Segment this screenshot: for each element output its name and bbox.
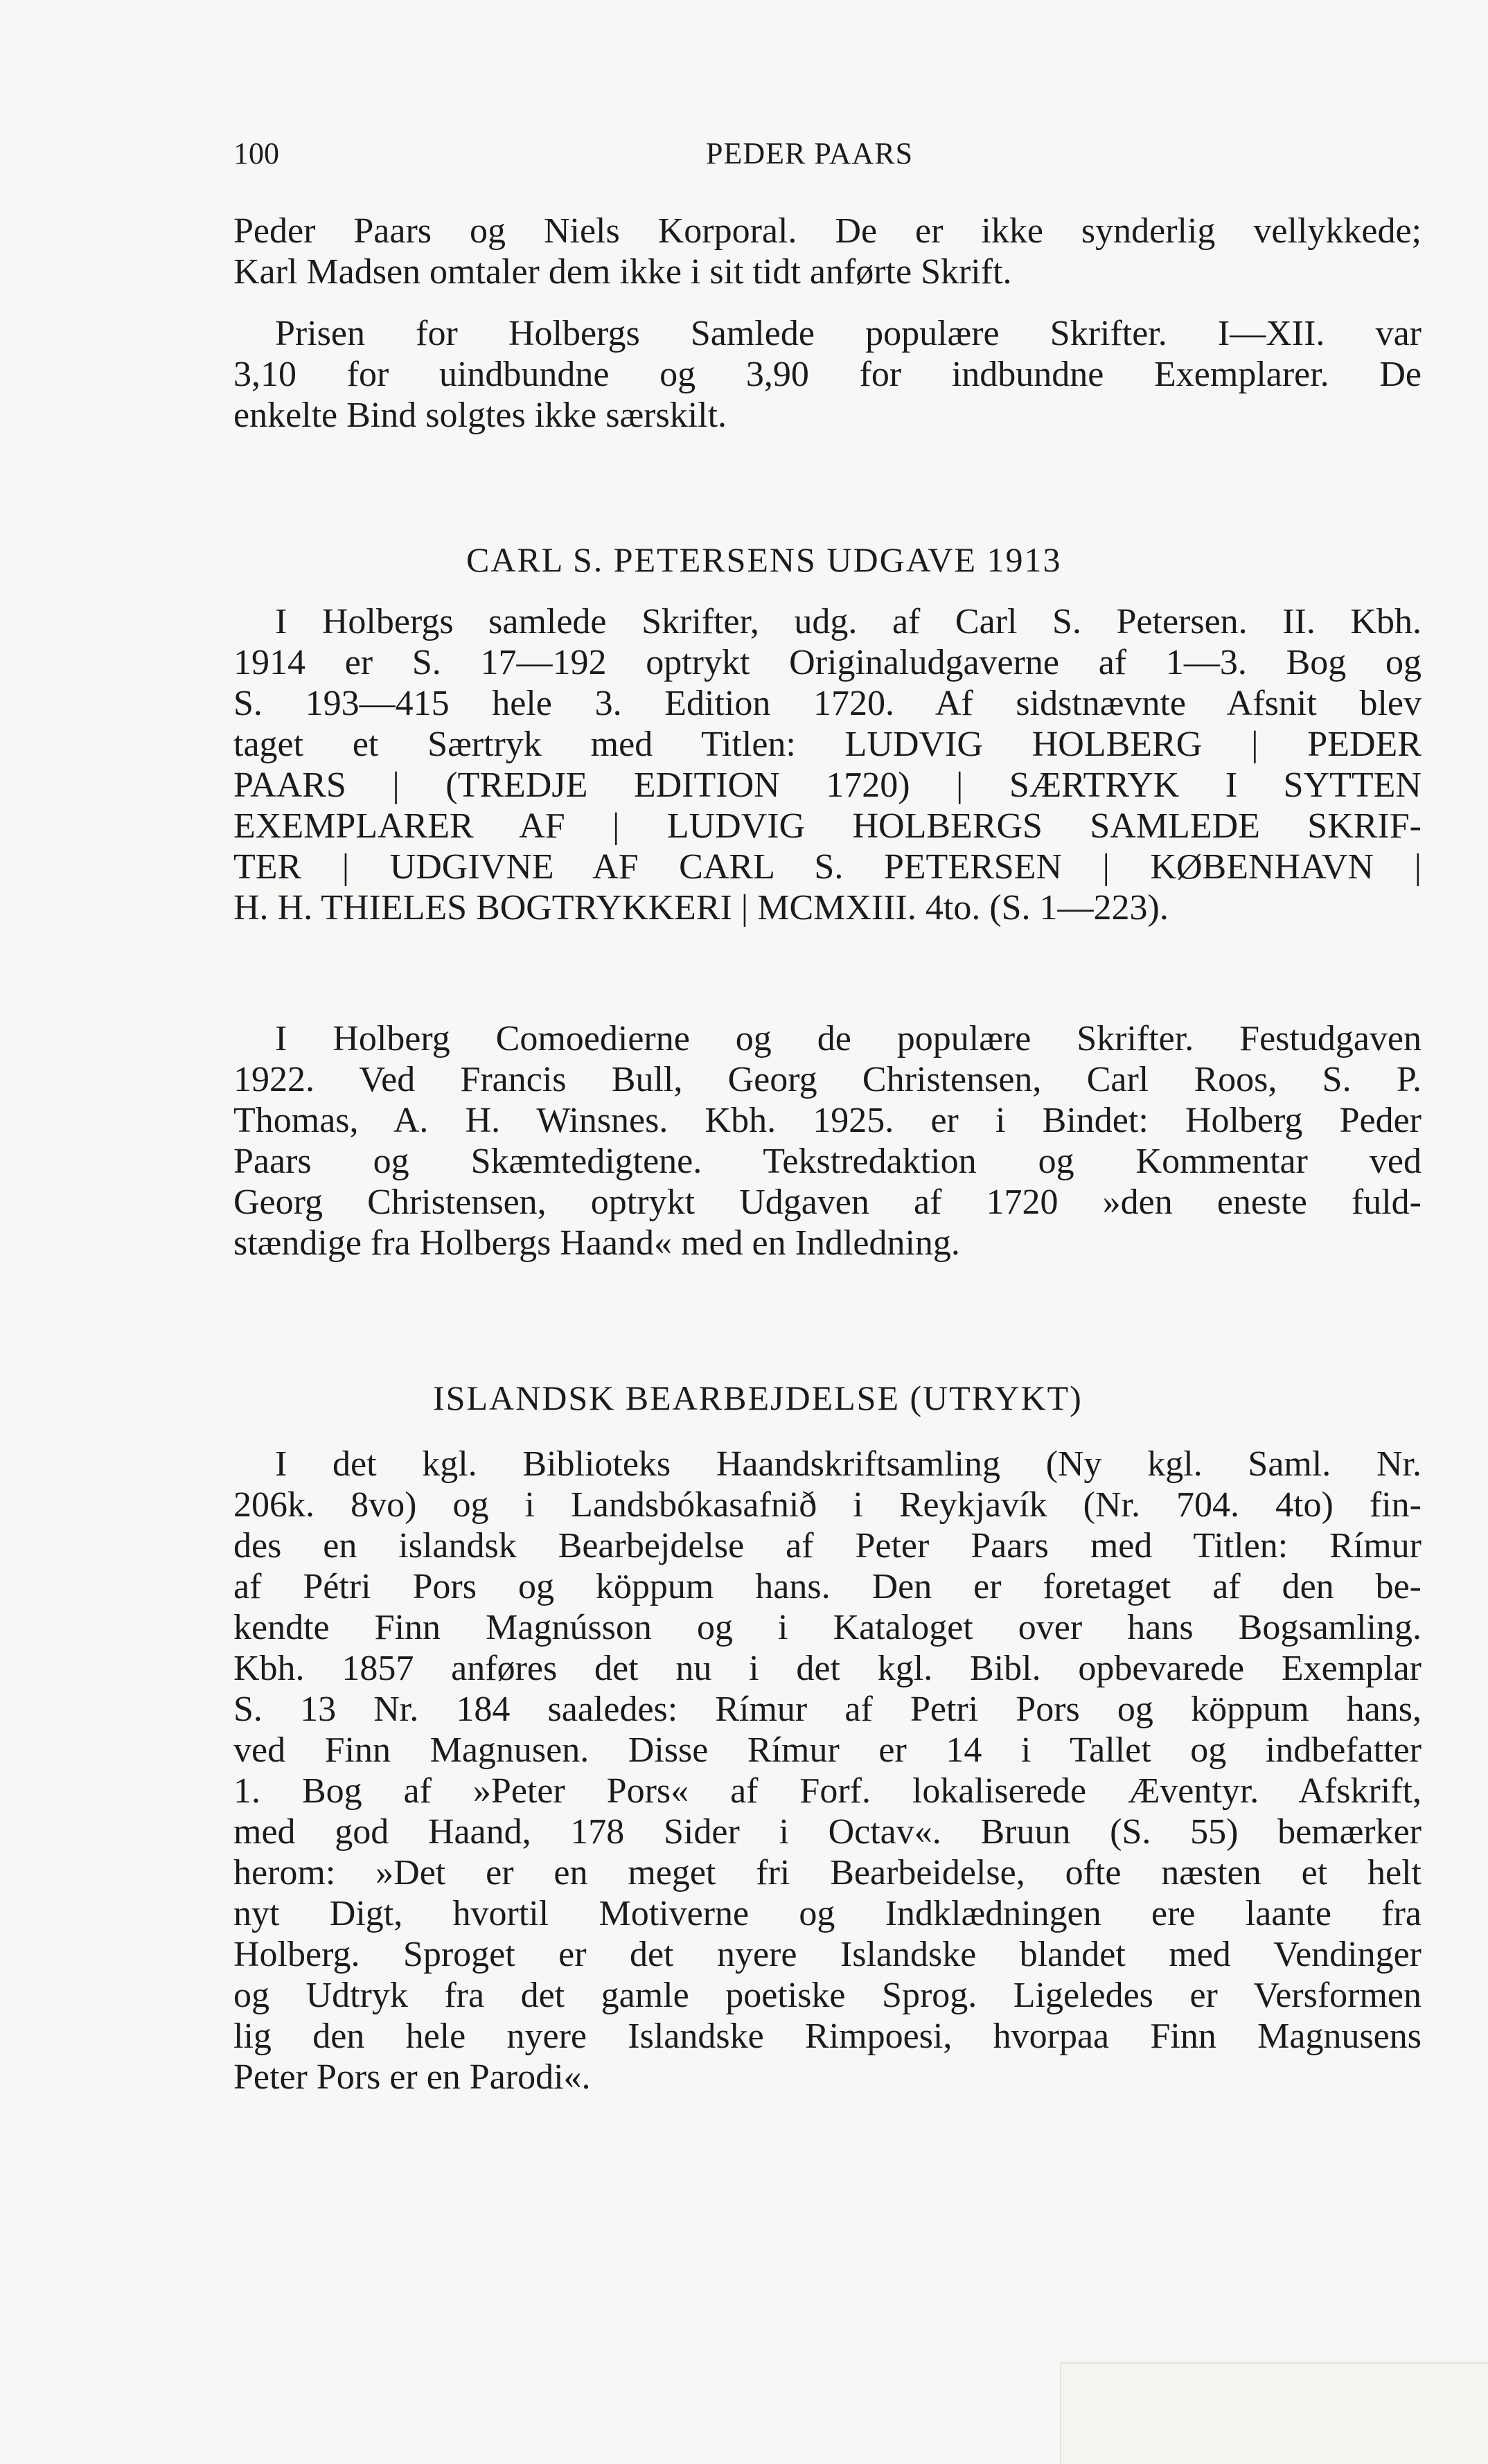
text-line: Kbh. 1857 anføres det nu i det kgl. Bibl. opbevarede Exemplar — [233, 1649, 1421, 1688]
text-line: 1914 er S. 17—192 optrykt Originaludgaverne af 1—3. Bog og — [233, 643, 1421, 682]
text-line: kendte Finn Magnússon og i Kataloget over hans Bogsamling. — [233, 1608, 1421, 1647]
text-line: I det kgl. Biblioteks Haandskriftsamling (Ny kgl. Saml. Nr. — [275, 1444, 1421, 1484]
text-line: herom: »Det er en meget fri Bearbeidelse, ofte næsten et helt — [233, 1853, 1421, 1893]
paragraph-petersen-edition — [233, 601, 1421, 928]
text-line: Peter Pors er en Parodi«. — [233, 2057, 591, 2097]
text-line: 206k. 8vo) og i Landsbókasafnið i Reykjavík (Nr. 704. 4to) fin- — [233, 1485, 1421, 1525]
text-line: lig den hele nyere Islandske Rimpoesi, hvorpaa Finn Magnusens — [233, 2017, 1421, 2056]
text-line: stændige fra Holbergs Haand« med en Indledning. — [233, 1223, 960, 1263]
text-line: Karl Madsen omtaler dem ikke i sit tidt anførte Skrift. — [233, 252, 1012, 292]
text-line: enkelte Bind solgtes ikke særskilt. — [233, 396, 727, 435]
paragraph-price — [233, 313, 1421, 436]
text-line: I Holbergs samlede Skrifter, udg. af Carl S. Petersen. II. Kbh. — [275, 602, 1421, 641]
text-line: Paars og Skæmtedigtene. Tekstredaktion og Kommentar ved — [233, 1142, 1421, 1181]
text-line: I Holberg Comoedierne og de populære Skrifter. Festudgaven — [275, 1019, 1421, 1058]
scan-corner-mark — [1060, 2362, 1488, 2464]
text-line: PAARS | (TREDJE EDITION 1720) | SÆRTRYK I SYTTEN — [233, 765, 1421, 805]
text-line: 1922. Ved Francis Bull, Georg Christensen, Carl Roos, S. P. — [233, 1060, 1421, 1099]
text-line: S. 193—415 hele 3. Edition 1720. Af sidstnævnte Afsnit blev — [233, 684, 1421, 723]
text-line: des en islandsk Bearbejdelse af Peter Paars med Titlen: Rímur — [233, 1526, 1421, 1566]
text-line: nyt Digt, hvortil Motiverne og Indklædningen ere laante fra — [233, 1894, 1421, 1933]
text-line: Thomas, A. H. Winsnes. Kbh. 1925. er i Bindet: Holberg Peder — [233, 1101, 1421, 1140]
paragraph-continuation — [233, 211, 1421, 292]
running-head — [233, 133, 1425, 175]
section-heading-islandsk: ISLANDSK BEARBEJDELSE (UTRYKT) — [433, 1379, 1083, 1417]
text-line: taget et Særtryk med Titlen: LUDVIG HOLBERG | PEDER — [233, 725, 1421, 764]
text-line: H. H. THIELES BOGTRYKKERI | MCMXIII. 4to. (S. 1—223). — [233, 888, 1169, 928]
text-line: 1. Bog af »Peter Pors« af Forf. lokaliserede Æventyr. Afskrift, — [233, 1771, 1421, 1811]
section-heading-petersen: CARL S. PETERSENS UDGAVE 1913 — [466, 540, 1062, 579]
text-line: EXEMPLARER AF | LUDVIG HOLBERGS SAMLEDE SKRIF- — [233, 806, 1421, 846]
page-number: 100 — [233, 136, 279, 170]
text-line: med god Haand, 178 Sider i Octav«. Bruun (S. 55) bemærker — [233, 1812, 1421, 1852]
text-line: Prisen for Holbergs Samlede populære Skrifter. I—XII. var — [275, 314, 1421, 353]
text-line: Holberg. Sproget er det nyere Islandske blandet med Vendinger — [233, 1935, 1421, 1974]
paragraph-islandsk — [233, 1444, 1421, 2098]
paragraph-festudgaven — [233, 1018, 1421, 1264]
text-line: TER | UDGIVNE AF CARL S. PETERSEN | KØBENHAVN | — [233, 847, 1421, 887]
text-line: ved Finn Magnusen. Disse Rímur er 14 i Tallet og indbefatter — [233, 1730, 1421, 1770]
running-title: PEDER PAARS — [706, 136, 914, 170]
text-line: og Udtryk fra det gamle poetiske Sprog. Ligeledes er Versformen — [233, 1976, 1421, 2015]
text-line: Peder Paars og Niels Korporal. De er ikke synderlig vellykkede; — [233, 211, 1421, 251]
text-line: af Pétri Pors og köppum hans. Den er foretaget af den be- — [233, 1567, 1421, 1606]
text-line: Georg Christensen, optrykt Udgaven af 1720 »den eneste fuld- — [233, 1182, 1421, 1222]
text-line: S. 13 Nr. 184 saaledes: Rímur af Petri Pors og köppum hans, — [233, 1690, 1421, 1729]
text-line: 3,10 for uindbundne og 3,90 for indbundne Exemplarer. De — [233, 355, 1421, 394]
